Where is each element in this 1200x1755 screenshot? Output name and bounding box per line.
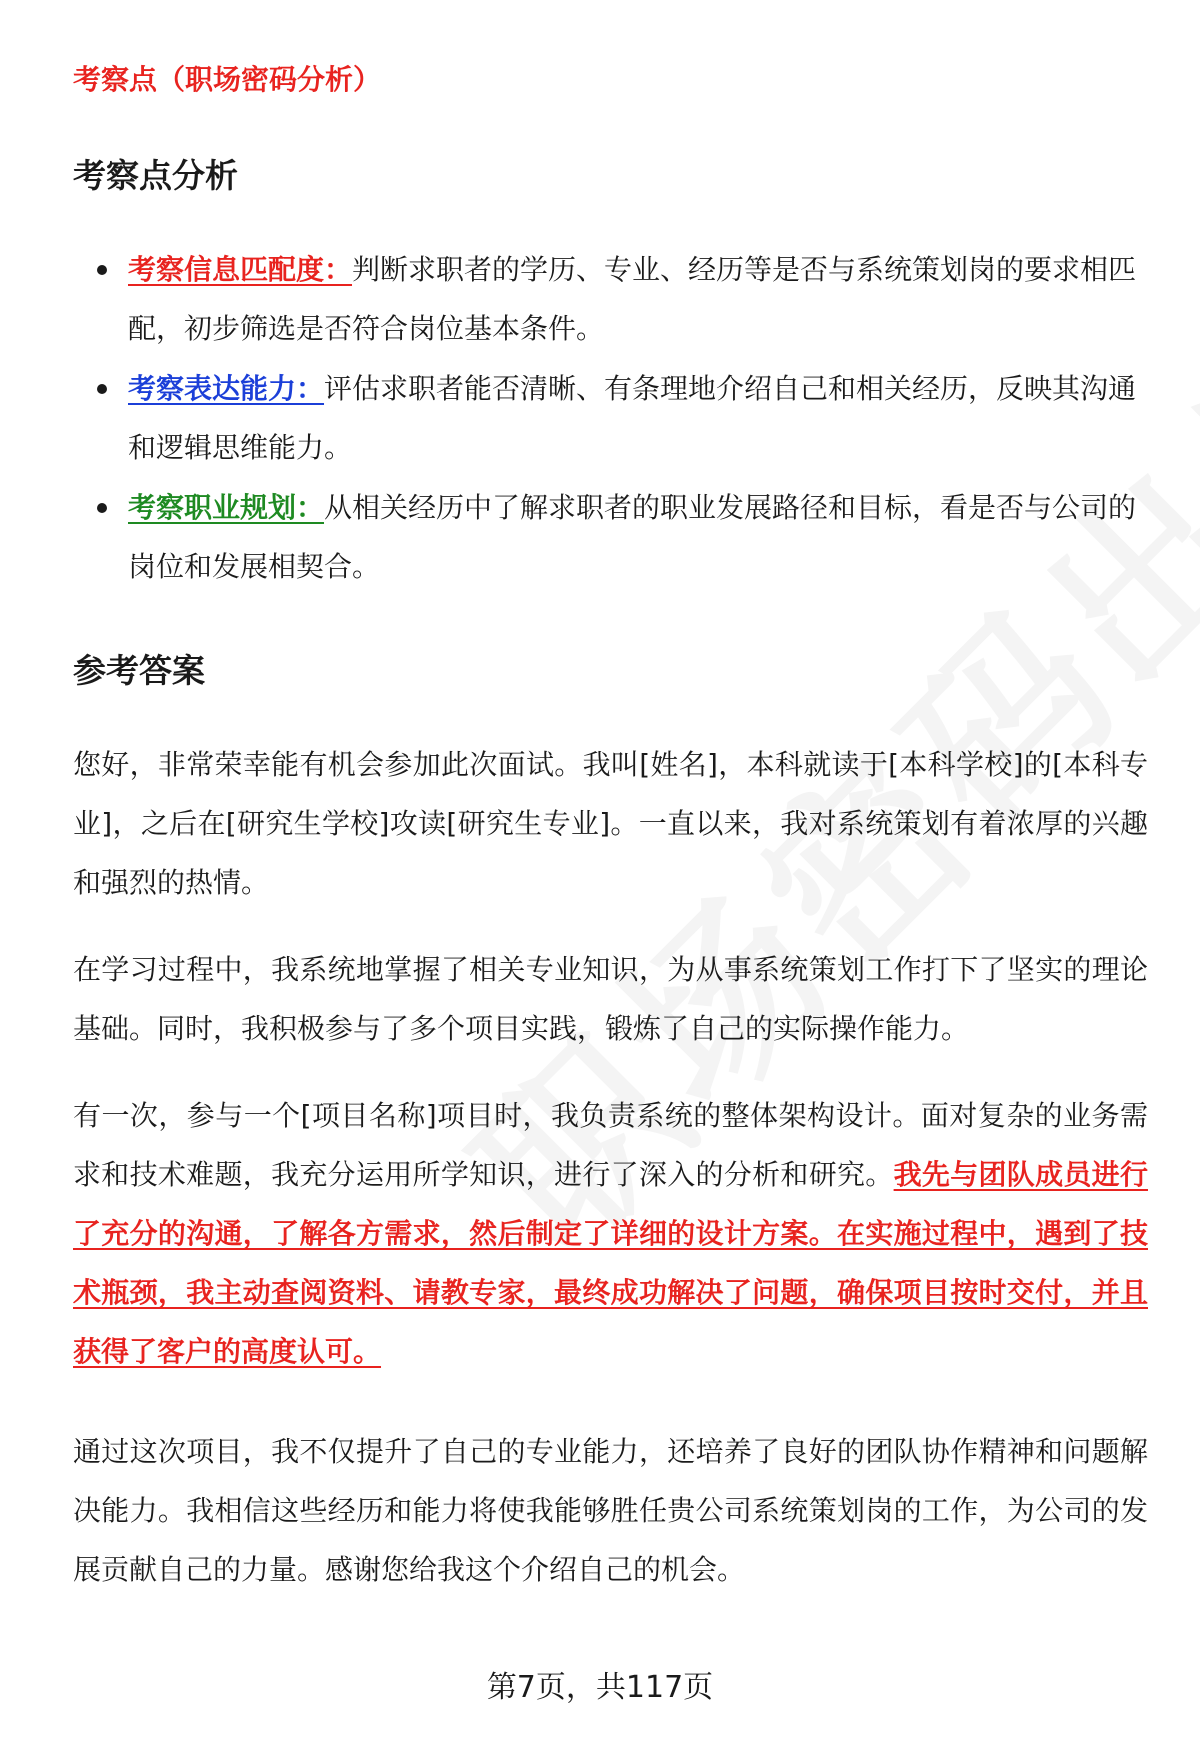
analysis-heading: 考察点分析 <box>73 156 238 195</box>
list-item <box>73 359 1148 477</box>
page-number: 第7页，共117页 <box>486 1670 714 1705</box>
list-item <box>73 240 1148 358</box>
point-keyword: 考察信息匹配度： <box>128 253 353 286</box>
bullet-icon <box>97 503 107 513</box>
answer-paragraph-4: 通过这次项目，我不仅提升了自己的专业能力，还培养了良好的团队协作精神和问题解决能力。我相信这些经历和能力将使我能够胜任贵公司系统策划岗的工作，为公司的发展贡献自己的力量。感谢您给我这个介绍自己的机会。 <box>73 1435 1148 1586</box>
analysis-list <box>73 240 1148 597</box>
answer-paragraph-2: 在学习过程中，我系统地掌握了相关专业知识，为从事系统策划工作打下了坚实的理论基础。同时，我积极参与了多个项目实践，锻炼了自己的实际操作能力。 <box>73 953 1148 1045</box>
answer-paragraph-1: 您好，非常荣幸能有机会参加此次面试。我叫[姓名]，本科就读于[本科学校]的[本科专业]，之后在[研究生学校]攻读[研究生专业]。一直以来，我对系统策划有着浓厚的兴趣和强烈的热情。 <box>73 748 1148 899</box>
point-text: 判断求职者的学历、专业、经历等是否与系统策划岗的要求相匹配，初步筛选是否符合岗位基本条件。 <box>128 253 1137 345</box>
bullet-icon <box>97 384 107 394</box>
answer-paragraph-3 <box>73 1086 1148 1381</box>
point-keyword: 考察表达能力： <box>128 372 325 405</box>
paragraph-text: 有一次，参与一个[项目名称]项目时，我负责系统的整体架构设计。面对复杂的业务需求和技术难题，我充分运用所学知识，进行了深入的分析和研究。 <box>73 1099 1148 1191</box>
answer-heading: 参考答案 <box>73 651 205 690</box>
point-text: 从相关经历中了解求职者的职业发展路径和目标，看是否与公司的岗位和发展相契合。 <box>128 491 1137 583</box>
highlighted-text: 我先与团队成员进行了充分的沟通，了解各方需求，然后制定了详细的设计方案。在实施过程中，遇到了技术瓶颈，我主动查阅资料、请教专家，最终成功解决了问题，确保项目按时交付，并且获得了客户的高度认可。 <box>73 1158 1148 1368</box>
point-text: 评估求职者能否清晰、有条理地介绍自己和相关经历，反映其沟通和逻辑思维能力。 <box>128 372 1137 464</box>
bullet-icon <box>97 265 107 275</box>
point-keyword: 考察职业规划： <box>128 491 325 524</box>
section-label: 考察点（职场密码分析） <box>73 63 382 96</box>
list-item <box>73 478 1148 596</box>
